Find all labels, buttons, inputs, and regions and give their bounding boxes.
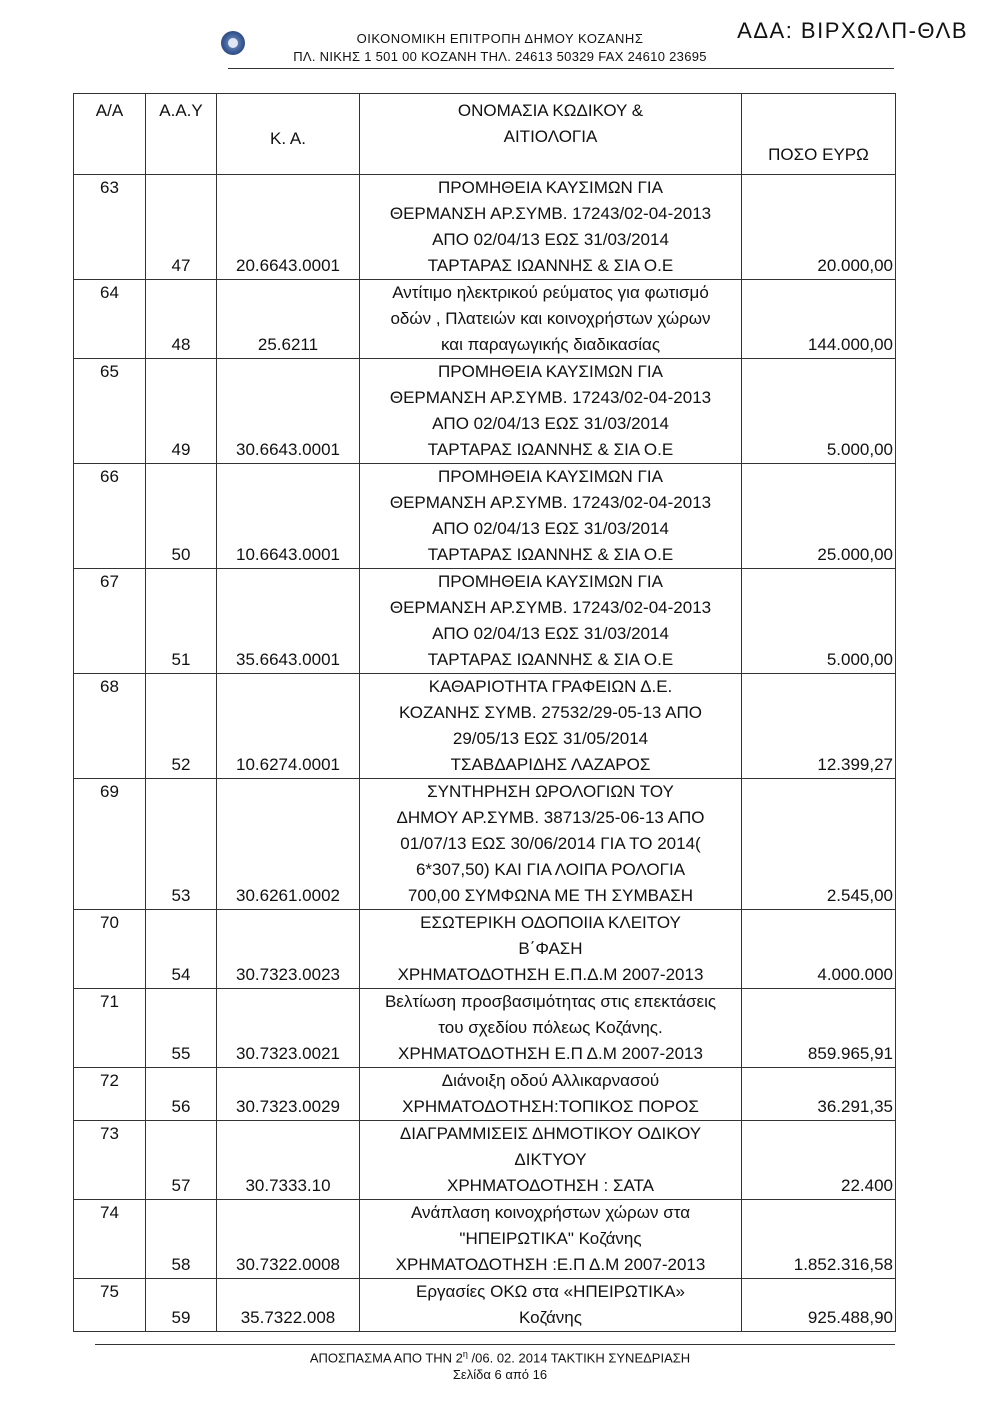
col-header-aa: Α/Α [74, 94, 146, 175]
row-aay: 53 [146, 779, 217, 910]
header-divider [228, 68, 894, 69]
row-amount: 859.965,91 [742, 989, 896, 1068]
row-description [360, 674, 742, 779]
row-description-line: ΠΡΟΜΗΘΕΙΑ ΚΑΥΣΙΜΩΝ ΓΙΑ [438, 362, 663, 381]
ada-code: ΑΔΑ: ΒΙΡΧΩΛΠ-ΘΛΒ [737, 18, 968, 43]
row-aay: 52 [146, 674, 217, 779]
row-aa: 67 [74, 569, 146, 674]
row-description [360, 175, 742, 280]
row-description-line: ΤΑΡΤΑΡΑΣ ΙΩΑΝΝΗΣ & ΣΙΑ Ο.Ε [427, 440, 674, 459]
footer-extract [0, 1349, 1000, 1365]
row-description-line: ΠΡΟΜΗΘΕΙΑ ΚΑΥΣΙΜΩΝ ΓΙΑ [438, 467, 663, 486]
row-description-line: 700,00 ΣΥΜΦΩΝΑ ΜΕ ΤΗ ΣΥΜΒΑΣΗ [407, 886, 694, 905]
row-description-line: Αντίτιμο ηλεκτρικού ρεύματος για φωτισμό [392, 283, 709, 302]
row-ka: 30.6643.0001 [217, 359, 360, 464]
col-header-amount: ΠΟΣΟ ΕΥΡΩ [742, 94, 896, 175]
row-description-line: ΘΕΡΜΑΝΣΗ ΑΡ.ΣΥΜΒ. 17243/02-04-2013 [389, 598, 712, 617]
header-address: ΠΛ. ΝΙΚΗΣ 1 501 00 ΚΟΖΑΝΗ ΤΗΛ. 24613 50329 FAX 24610 23695 [293, 49, 707, 64]
row-aay: 56 [146, 1068, 217, 1121]
footer-extract-sup: η [462, 1349, 468, 1359]
row-description-line: ΘΕΡΜΑΝΣΗ ΑΡ.ΣΥΜΒ. 17243/02-04-2013 [389, 493, 712, 512]
row-description-line: ΣΥΝΤΗΡΗΣΗ ΩΡΟΛΟΓΙΩΝ ΤΟΥ [427, 782, 674, 801]
row-description-line: Β΄ΦΑΣΗ [518, 939, 583, 958]
row-aa: 63 [74, 175, 146, 280]
row-amount: 22.400 [742, 1121, 896, 1200]
row-ka: 10.6274.0001 [217, 674, 360, 779]
row-aay: 58 [146, 1200, 217, 1279]
row-description-line: ΧΡΗΜΑΤΟΔΟΤΗΣΗ :Ε.Π Δ.Μ 2007-2013 [395, 1255, 706, 1274]
row-amount: 144.000,00 [742, 280, 896, 359]
row-description-line: ΧΡΗΜΑΤΟΔΟΤΗΣΗ:ΤΟΠΙΚΟΣ ΠΟΡΟΣ [402, 1097, 699, 1116]
row-description-line: ΧΡΗΜΑΤΟΔΟΤΗΣΗ Ε.Π.Δ.Μ 2007-2013 [397, 965, 704, 984]
table-row [74, 989, 896, 1068]
row-description-line: ΠΡΟΜΗΘΕΙΑ ΚΑΥΣΙΜΩΝ ΓΙΑ [438, 178, 663, 197]
footer-divider [95, 1344, 895, 1345]
row-aa: 75 [74, 1279, 146, 1332]
row-description [360, 1121, 742, 1200]
row-description-line: ΤΑΡΤΑΡΑΣ ΙΩΑΝΝΗΣ & ΣΙΑ Ο.Ε [427, 650, 674, 669]
row-description [360, 464, 742, 569]
table-body [74, 175, 896, 1332]
row-ka: 30.7322.0008 [217, 1200, 360, 1279]
row-description-line: ΑΠΟ 02/04/13 ΕΩΣ 31/03/2014 [432, 230, 669, 249]
footer-extract-suffix: /06. 02. 2014 ΤΑΚΤΙΚΗ ΣΥΝΕΔΡΙΑΣΗ [467, 1350, 691, 1366]
row-aa: 69 [74, 779, 146, 910]
col-header-ka: Κ. Α. [217, 94, 360, 175]
table-row [74, 280, 896, 359]
table-row [74, 674, 896, 779]
col-header-aay: Α.Α.Υ [146, 94, 217, 175]
row-ka: 30.7323.0029 [217, 1068, 360, 1121]
row-aay: 50 [146, 464, 217, 569]
row-amount: 25.000,00 [742, 464, 896, 569]
row-amount: 12.399,27 [742, 674, 896, 779]
row-description-line: ΑΠΟ 02/04/13 ΕΩΣ 31/03/2014 [432, 624, 669, 643]
table-row [74, 464, 896, 569]
row-ka: 30.7323.0023 [217, 910, 360, 989]
row-ka: 30.6261.0002 [217, 779, 360, 910]
row-amount: 5.000,00 [742, 359, 896, 464]
row-aay: 49 [146, 359, 217, 464]
row-description-line: Βελτίωση προσβασιμότητας στις επεκτάσεις [384, 992, 717, 1011]
row-description-line: και παραγωγικής διαδικασίας [440, 335, 661, 354]
row-description-line: ΑΠΟ 02/04/13 ΕΩΣ 31/03/2014 [432, 414, 669, 433]
row-description-line: ΕΣΩΤΕΡΙΚΗ ΟΔΟΠΟΙΙΑ ΚΛΕΙΤΟΥ [420, 913, 681, 932]
row-ka: 30.7333.10 [217, 1121, 360, 1200]
budget-table [73, 93, 896, 1332]
row-amount: 2.545,00 [742, 779, 896, 910]
footer-extract-prefix: ΑΠΟΣΠΑΣΜΑ ΑΠΟ ΤΗΝ 2 [309, 1350, 463, 1366]
row-description-line: του σχεδίου πόλεως Κοζάνης. [438, 1018, 663, 1037]
col-header-description [360, 94, 742, 175]
row-aa: 71 [74, 989, 146, 1068]
row-aa: 70 [74, 910, 146, 989]
table-row [74, 569, 896, 674]
row-description [360, 569, 742, 674]
col-header-description-line2: ΑΙΤΙΟΛΟΓΙΑ [503, 127, 598, 146]
row-description-line: ΘΕΡΜΑΝΣΗ ΑΡ.ΣΥΜΒ. 17243/02-04-2013 [389, 388, 712, 407]
table-row [74, 359, 896, 464]
row-description [360, 1068, 742, 1121]
row-aay: 54 [146, 910, 217, 989]
row-aa: 73 [74, 1121, 146, 1200]
row-description-line: ΔΗΜΟΥ ΑΡ.ΣΥΜΒ. 38713/25-06-13 ΑΠΟ [396, 808, 705, 827]
row-description-line: ΔΙΑΓΡΑΜΜΙΣΕΙΣ ΔΗΜΟΤΙΚΟΥ ΟΔΙΚΟΥ [399, 1124, 702, 1143]
row-aay: 47 [146, 175, 217, 280]
table-row [74, 1200, 896, 1279]
footer-page-number: Σελίδα 6 από 16 [452, 1367, 548, 1382]
row-ka: 35.6643.0001 [217, 569, 360, 674]
row-description-line: ΚΟΖΑΝΗΣ ΣΥΜΒ. 27532/29-05-13 ΑΠΟ [398, 703, 702, 722]
header-org: ΟΙΚΟΝΟΜΙΚΗ ΕΠΙΤΡΟΠΗ ΔΗΜΟΥ ΚΟΖΑΝΗΣ [356, 31, 644, 46]
row-aay: 51 [146, 569, 217, 674]
row-description-line: Ανάπλαση κοινοχρήστων χώρων στα [410, 1203, 691, 1222]
row-ka: 35.7322.008 [217, 1279, 360, 1332]
table-row [74, 175, 896, 280]
table-row [74, 1121, 896, 1200]
row-aa: 74 [74, 1200, 146, 1279]
row-description-line: ΧΡΗΜΑΤΟΔΟΤΗΣΗ : ΣΑΤΑ [446, 1176, 655, 1195]
row-ka: 30.7323.0021 [217, 989, 360, 1068]
row-description-line: 6*307,50) ΚΑΙ ΓΙΑ ΛΟΙΠΑ ΡΟΛΟΓΙΑ [415, 860, 686, 879]
row-description [360, 1200, 742, 1279]
row-aa: 65 [74, 359, 146, 464]
row-description-line: ΤΑΡΤΑΡΑΣ ΙΩΑΝΝΗΣ & ΣΙΑ Ο.Ε [427, 545, 674, 564]
row-description [360, 989, 742, 1068]
row-ka: 20.6643.0001 [217, 175, 360, 280]
row-description-line: "ΗΠΕΙΡΩΤΙΚΑ" Κοζάνης [459, 1229, 642, 1248]
row-description-line: ΤΣΑΒΔΑΡΙΔΗΣ ΛΑΖΑΡΟΣ [450, 755, 651, 774]
row-amount: 4.000.000 [742, 910, 896, 989]
row-aay: 55 [146, 989, 217, 1068]
row-aa: 72 [74, 1068, 146, 1121]
row-description-line: ΠΡΟΜΗΘΕΙΑ ΚΑΥΣΙΜΩΝ ΓΙΑ [438, 572, 663, 591]
row-aay: 48 [146, 280, 217, 359]
row-description [360, 779, 742, 910]
row-amount: 1.852.316,58 [742, 1200, 896, 1279]
row-description-line: ΤΑΡΤΑΡΑΣ ΙΩΑΝΝΗΣ & ΣΙΑ Ο.Ε [427, 256, 674, 275]
row-description-line: ΔΙΚΤΥΟΥ [514, 1150, 587, 1169]
row-amount: 925.488,90 [742, 1279, 896, 1332]
row-description-line: οδών , Πλατειών και κοινοχρήστων χώρων [390, 309, 711, 328]
row-description-line: Εργασίες ΟΚΩ στα «ΗΠΕΙΡΩΤΙΚΑ» [416, 1282, 685, 1301]
row-description-line: ΧΡΗΜΑΤΟΔΟΤΗΣΗ Ε.Π Δ.Μ 2007-2013 [398, 1044, 703, 1063]
row-description-line: ΑΠΟ 02/04/13 ΕΩΣ 31/03/2014 [432, 519, 669, 538]
row-description-line: 29/05/13 ΕΩΣ 31/05/2014 [452, 729, 649, 748]
row-amount: 20.000,00 [742, 175, 896, 280]
table-row [74, 779, 896, 910]
table-row [74, 1068, 896, 1121]
table-row [74, 1279, 896, 1332]
table-header-row [74, 94, 896, 175]
row-description-line: 01/07/13 ΕΩΣ 30/06/2014 ΓΙΑ ΤΟ 2014( [400, 834, 701, 853]
row-description [360, 910, 742, 989]
row-description [360, 359, 742, 464]
row-description-line: Κοζάνης [519, 1308, 582, 1327]
row-aa: 64 [74, 280, 146, 359]
row-ka: 10.6643.0001 [217, 464, 360, 569]
table-row [74, 910, 896, 989]
row-amount: 5.000,00 [742, 569, 896, 674]
col-header-description-line1: ΟΝΟΜΑΣΙΑ ΚΩΔΙΚΟΥ & [457, 101, 644, 120]
row-description-line: ΘΕΡΜΑΝΣΗ ΑΡ.ΣΥΜΒ. 17243/02-04-2013 [389, 204, 712, 223]
row-description [360, 1279, 742, 1332]
row-ka: 25.6211 [217, 280, 360, 359]
row-aay: 59 [146, 1279, 217, 1332]
row-description [360, 280, 742, 359]
row-aay: 57 [146, 1121, 217, 1200]
row-description-line: Διάνοιξη οδού Αλλικαρνασού [441, 1071, 660, 1090]
row-aa: 66 [74, 464, 146, 569]
row-amount: 36.291,35 [742, 1068, 896, 1121]
row-description-line: ΚΑΘΑΡΙΟΤΗΤΑ ΓΡΑΦΕΙΩΝ Δ.Ε. [428, 677, 673, 696]
row-aa: 68 [74, 674, 146, 779]
